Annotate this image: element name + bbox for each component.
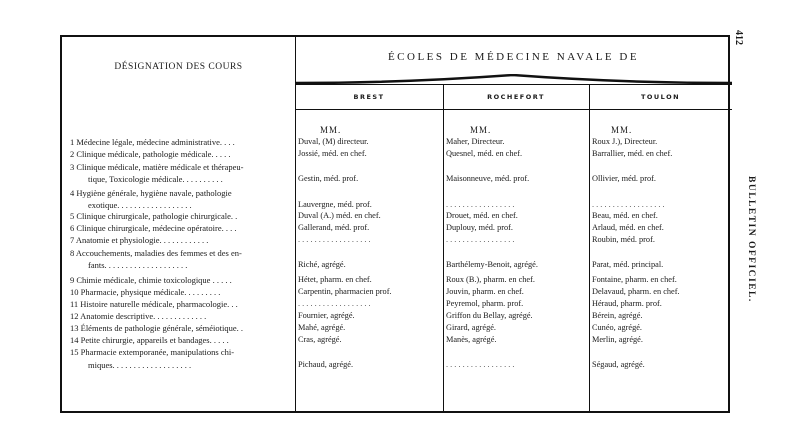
course-designation: exotique. . . . . . . . . . . . . . . . . . xyxy=(88,200,192,210)
column-header-toulon: TOULON xyxy=(640,93,681,101)
course-table xyxy=(60,35,730,413)
cell-rochefort: Peyremol, pharm. prof. xyxy=(446,299,524,308)
cell-rochefort: Maher, Directeur. xyxy=(446,137,505,146)
cell-brest: . . . . . . . . . . . . . . . . . . xyxy=(298,235,371,244)
course-designation: 8 Accouchements, maladies des femmes et des en- xyxy=(70,248,242,258)
course-designation: miques. . . . . . . . . . . . . . . . . . . xyxy=(88,360,192,370)
course-designation: 3 Clinique médicale, matière médicale et thérapeu- xyxy=(70,162,244,172)
course-designation: 12 Anatomie descriptive. . . . . . . . . . . . . xyxy=(70,311,207,321)
course-designation: 7 Anatomie et physiologie. . . . . . . . . . . . xyxy=(70,235,209,245)
cell-brest: Pichaud, agrégé. xyxy=(298,360,354,369)
cell-rochefort: Roux (B.), pharm. en chef. xyxy=(446,275,535,284)
course-designation: 1 Médecine légale, médecine administrative. . . . xyxy=(70,137,235,147)
column-divider-1 xyxy=(443,84,444,411)
cell-toulon: Beau, méd. en chef. xyxy=(592,211,658,220)
cell-rochefort: Drouet, méd. en chef. xyxy=(446,211,518,220)
cell-toulon: Ollivier, méd. prof. xyxy=(592,174,656,183)
cell-toulon: Delavaud, pharm. en chef. xyxy=(592,287,680,296)
cell-rochefort: Girard, agrégé. xyxy=(446,323,496,332)
course-designation: 5 Clinique chirurgicale, pathologie chirurgicale. . xyxy=(70,211,238,221)
running-head: BULLETIN OFFICIEL. xyxy=(746,176,756,303)
course-designation: fants. . . . . . . . . . . . . . . . . . . . xyxy=(88,260,188,270)
ecoles-header: ÉCOLES DE MÉDECINE NAVALE DE xyxy=(387,51,640,63)
cell-toulon: Parat, méd. principal. xyxy=(592,260,664,269)
cell-rochefort: . . . . . . . . . . . . . . . . . xyxy=(446,235,515,244)
course-designation: tique, Toxicologie médicale. . . . . . . . . . xyxy=(88,174,223,184)
mm-label-brest: MM. xyxy=(320,125,342,135)
cell-toulon: Bérein, agrégé. xyxy=(592,311,643,320)
header-rule xyxy=(295,109,732,110)
cell-toulon: Ségaud, agrégé. xyxy=(592,360,645,369)
subheader-rule-top xyxy=(295,84,732,85)
cell-toulon: Roux J.), Directeur. xyxy=(592,137,658,146)
cell-rochefort: Jouvin, pharm. en chef. xyxy=(446,287,524,296)
course-designation: 13 Éléments de pathologie générale, séméiotique. . xyxy=(70,323,244,333)
cell-rochefort: . . . . . . . . . . . . . . . . . xyxy=(446,200,515,209)
column-divider-2 xyxy=(589,84,590,411)
course-designation: 4 Hygiène générale, hygiène navale, pathologie xyxy=(70,188,232,198)
cell-rochefort: Maisonneuve, méd. prof. xyxy=(446,174,530,183)
cell-brest: Riché, agrégé. xyxy=(298,260,346,269)
cell-rochefort: Quesnel, méd. en chef. xyxy=(446,149,523,158)
page-number: 412 xyxy=(733,30,744,45)
cell-brest: Gallerand, méd. prof. xyxy=(298,223,370,232)
cell-brest: Duval, (M) directeur. xyxy=(298,137,369,146)
cell-rochefort: Duplouy, méd. prof. xyxy=(446,223,513,232)
cell-brest: Carpentin, pharmacien prof. xyxy=(298,287,392,296)
cell-toulon: Cunéo, agrégé. xyxy=(592,323,642,332)
cell-rochefort: Griffon du Bellay, agrégé. xyxy=(446,311,533,320)
cell-brest: Lauvergne, méd. prof. xyxy=(298,200,372,209)
column-header-rochefort: ROCHEFORT xyxy=(487,93,545,101)
designation-header: DÉSIGNATION DES COURS xyxy=(114,62,243,72)
column-header-brest: BREST xyxy=(353,93,385,101)
cell-toulon: Fontaine, pharm. en chef. xyxy=(592,275,677,284)
cell-brest: Jossié, méd. en chef. xyxy=(298,149,367,158)
course-designation: 11 Histoire naturelle médicale, pharmacologie. . . xyxy=(70,299,238,309)
cell-brest: Hétet, pharm. en chef. xyxy=(298,275,372,284)
course-designation: 14 Petite chirurgie, appareils et bandages. . . . . xyxy=(70,335,229,345)
cell-toulon: Arlaud, méd. en chef. xyxy=(592,223,664,232)
mm-label-toulon: MM. xyxy=(611,125,633,135)
cell-rochefort: Barthélemy-Benoit, agrégé. xyxy=(446,260,538,269)
cell-toulon: Barrallier, méd. en chef. xyxy=(592,149,673,158)
course-designation: 15 Pharmacie extemporanée, manipulations chi- xyxy=(70,347,235,357)
cell-brest: Cras, agrégé. xyxy=(298,335,342,344)
cell-toulon: Héraud, pharm. prof. xyxy=(592,299,662,308)
cell-brest: Mahé, agrégé. xyxy=(298,323,346,332)
cell-brest: Gestin, méd. prof. xyxy=(298,174,359,183)
cell-brest: . . . . . . . . . . . . . . . . . . xyxy=(298,299,371,308)
cell-brest: Fournier, agrégé. xyxy=(298,311,355,320)
mm-label-rochefort: MM. xyxy=(470,125,492,135)
cell-toulon: Merlin, agrégé. xyxy=(592,335,643,344)
header-brace xyxy=(295,74,732,84)
cell-brest: Duval (A.) méd. en chef. xyxy=(298,211,381,220)
course-designation: 9 Chimie médicale, chimie toxicologique . . . . . xyxy=(70,275,232,285)
cell-toulon: . . . . . . . . . . . . . . . . . . xyxy=(592,200,665,209)
cell-toulon: Roubin, méd. prof. xyxy=(592,235,655,244)
course-designation: 10 Pharmacie, physique médicale. . . . . . . . . xyxy=(70,287,221,297)
cell-rochefort: . . . . . . . . . . . . . . . . . xyxy=(446,360,515,369)
course-designation: 2 Clinique médicale, pathologie médicale. . . . . xyxy=(70,149,231,159)
course-designation: 6 Clinique chirurgicale, médecine opératoire. . . . xyxy=(70,223,237,233)
cell-rochefort: Manès, agrégé. xyxy=(446,335,497,344)
